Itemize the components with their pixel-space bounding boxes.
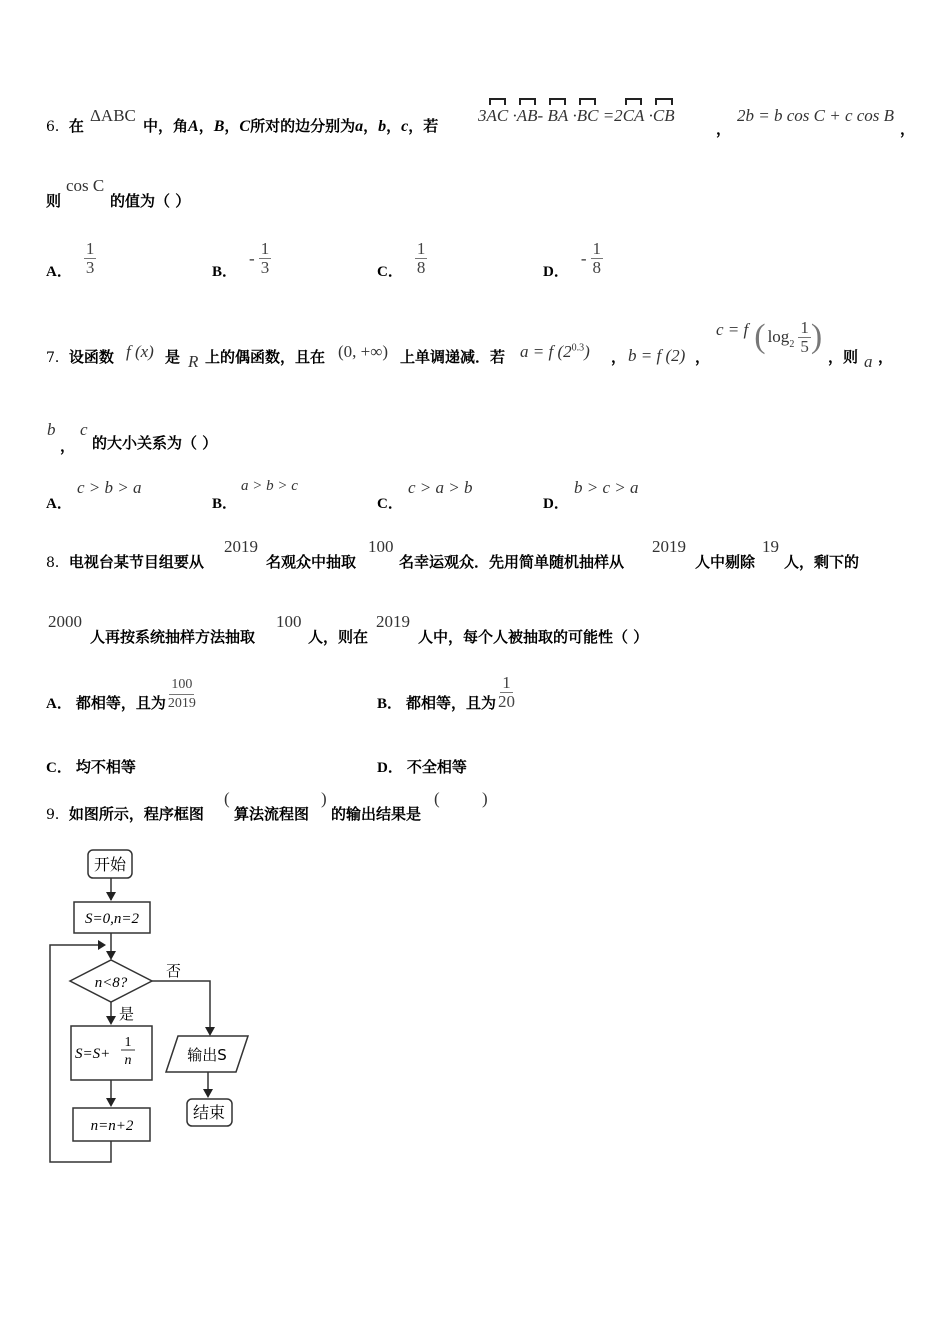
set-r: R: [188, 352, 199, 371]
vector-ab: AB: [516, 106, 538, 125]
q6-option-d[interactable]: D． - $\frac{1}{8}$: [543, 239, 602, 280]
q6-option-a[interactable]: A． $\frac{1}{3}$: [46, 239, 95, 280]
side-equation: 2b = b cos C + c cos B: [737, 106, 895, 125]
flow-output-label: 输出S: [187, 1046, 227, 1064]
vector-equation: 3AC ·AB- BA ·BC =2CA ·CB: [478, 106, 675, 125]
function-fx: f (x): [126, 342, 154, 361]
flow-condition-label: n<8?: [94, 975, 128, 991]
flow-body-num: 1: [124, 1035, 132, 1050]
flow-no-label: 否: [166, 962, 182, 980]
vector-ca: CA: [622, 106, 645, 125]
q6-condition-text: 中，角A，B，C所对的边分别为a，b，c，若: [143, 117, 439, 135]
q6-option-b[interactable]: B． - $\frac{1}{3}$: [212, 239, 270, 280]
flow-body-den: n: [124, 1053, 132, 1068]
vector-cb: CB: [652, 106, 675, 125]
vector-bc: BC: [576, 106, 599, 125]
q8-option-d[interactable]: D． 不全相等: [377, 758, 467, 776]
triangle-abc: ΔABC: [90, 106, 136, 125]
interval: (0, +∞): [338, 342, 389, 361]
q8-option-a[interactable]: A． 都相等，且为 $\frac{100}{2019}$: [46, 677, 196, 712]
q6-option-c[interactable]: C． $\frac{1}{8}$: [377, 239, 426, 280]
vector-ac: AC: [486, 106, 509, 125]
flow-body-lhs: S=S+: [75, 1046, 111, 1062]
flowchart: [0, 0, 300, 1200]
flow-yes-label: 是: [119, 1005, 135, 1023]
b-definition: b = f (2): [628, 346, 686, 365]
q8-option-c[interactable]: C． 均不相等: [46, 758, 136, 776]
q6-line1: 6．在: [46, 117, 84, 135]
flow-end-label: 结束: [192, 1103, 226, 1122]
answer-blank-open: (: [434, 789, 440, 808]
c-definition: c = f ( log $_2$ $\frac{1}{5}$ ): [716, 317, 823, 356]
flow-start-label: 开始: [93, 855, 127, 874]
q8-option-b[interactable]: B． 都相等，且为 $\frac{1}{20}$: [377, 673, 516, 712]
flow-init-label: S=0,n=2: [85, 911, 139, 927]
cos-c: cos C: [66, 176, 105, 195]
a-definition: a = f $(2^{0.3})$: [520, 342, 590, 361]
answer-blank-close: ): [482, 789, 488, 808]
flow-increment-label: n=n+2: [90, 1118, 134, 1134]
vector-ba: BA: [547, 106, 569, 125]
